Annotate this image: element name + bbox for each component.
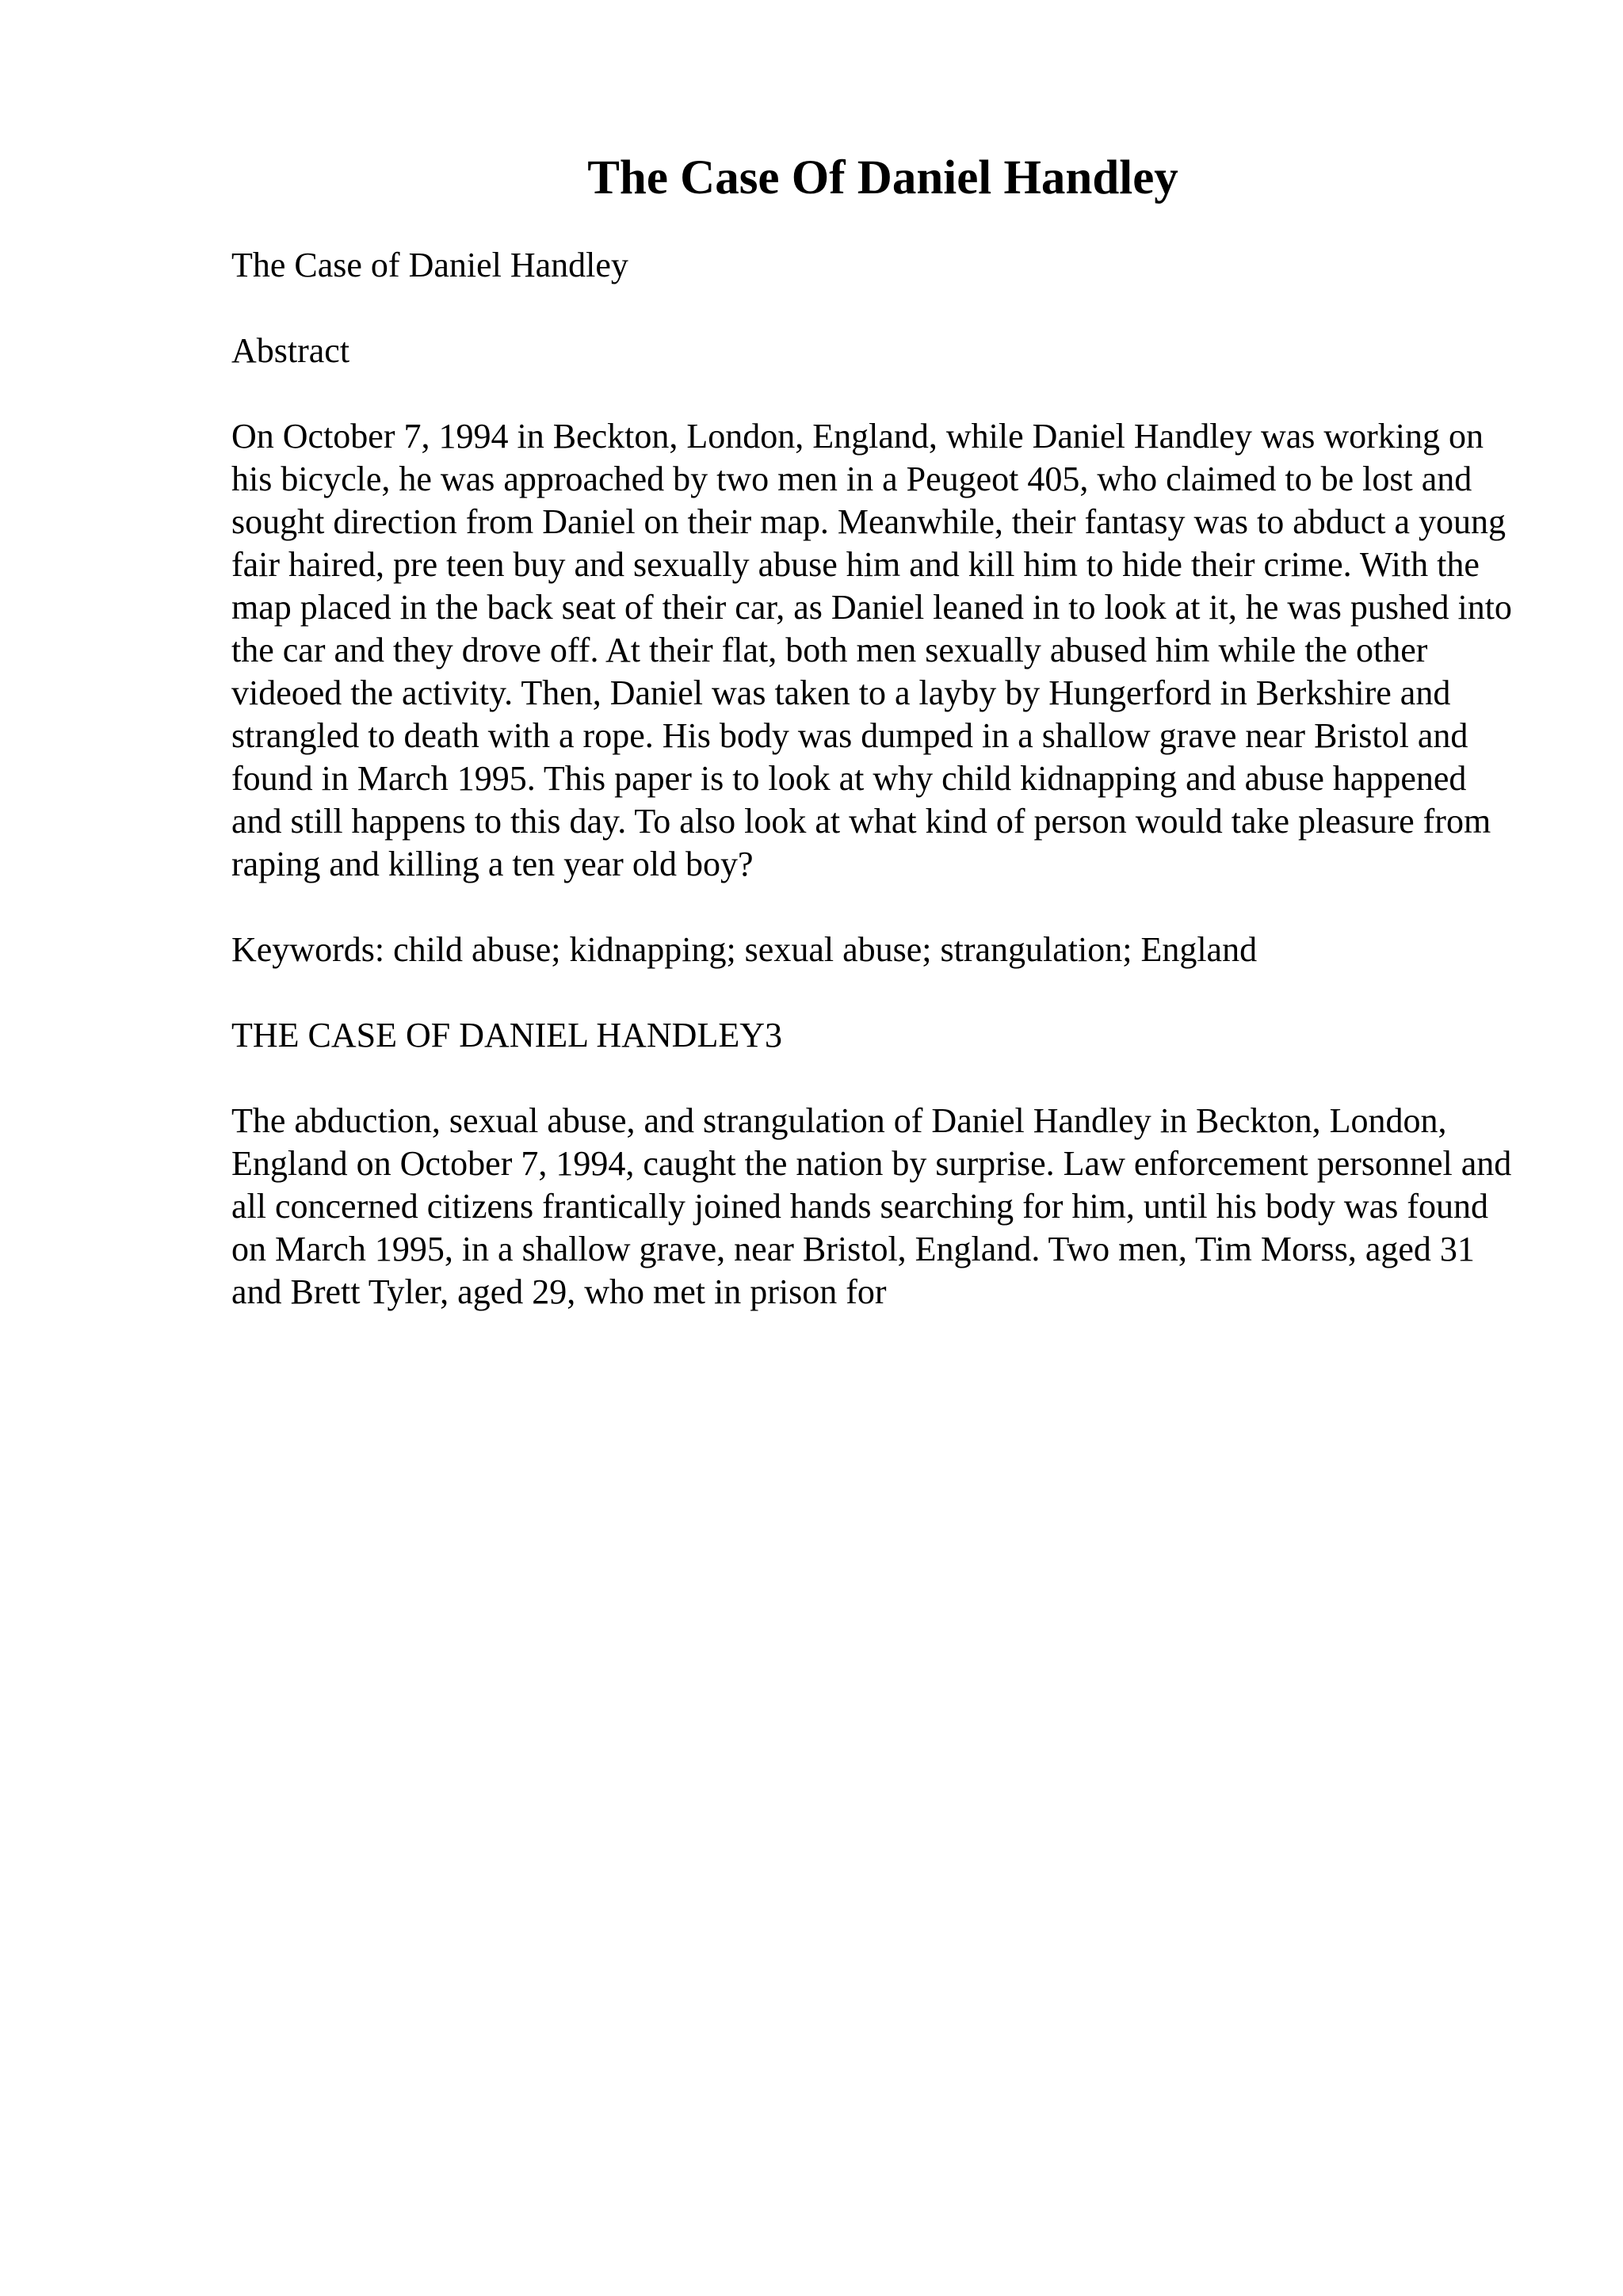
document-body [231, 244, 1515, 1356]
keywords-line: Keywords: child abuse; kidnapping; sexual abuse; strangulation; England [231, 930, 1258, 969]
document-subtitle: The Case of Daniel Handley [231, 246, 628, 284]
running-head: THE CASE OF DANIEL HANDLEY3 [231, 1016, 782, 1055]
document-title: The Case Of Daniel Handley [587, 151, 1178, 204]
abstract-heading: Abstract [231, 331, 350, 370]
abstract-paragraph: On October 7, 1994 in Beckton, London, England, while Daniel Handley was working on his bicycle, he was approached by two men in a Peugeot 405, who claimed to be lost and sought direction from Daniel on their map. Meanwhile, their fantasy was to abduct a young fair haired, pre teen buy and sexually abuse him and kill him to hide their crime. With the map placed in the back seat of their car, as Daniel leaned in to look at it, he was pushed into the car and they drove off. At their flat, both men sexually abused him while the other videoed the activity. Then, Daniel was taken to a layby by Hungerford in Berkshire and strangled to death with a rope. His body was dumped in a shallow grave near Bristol and found in March 1995. This paper is to look at why child kidnapping and abuse happened and still happens to this day. To also look at what kind of person would take pleasure from raping and killing a ten year old boy? [231, 417, 1512, 883]
body-paragraph: The abduction, sexual abuse, and strangulation of Daniel Handley in Beckton, London, England on October 7, 1994, caught the nation by surprise. Law enforcement personnel and all concerned citizens frantically joined hands searching for him, until his body was found on March 1995, in a shallow grave, near Bristol, England. Two men, Tim Morss, aged 31 and Brett Tyler, aged 29, who met in prison for [231, 1101, 1512, 1311]
